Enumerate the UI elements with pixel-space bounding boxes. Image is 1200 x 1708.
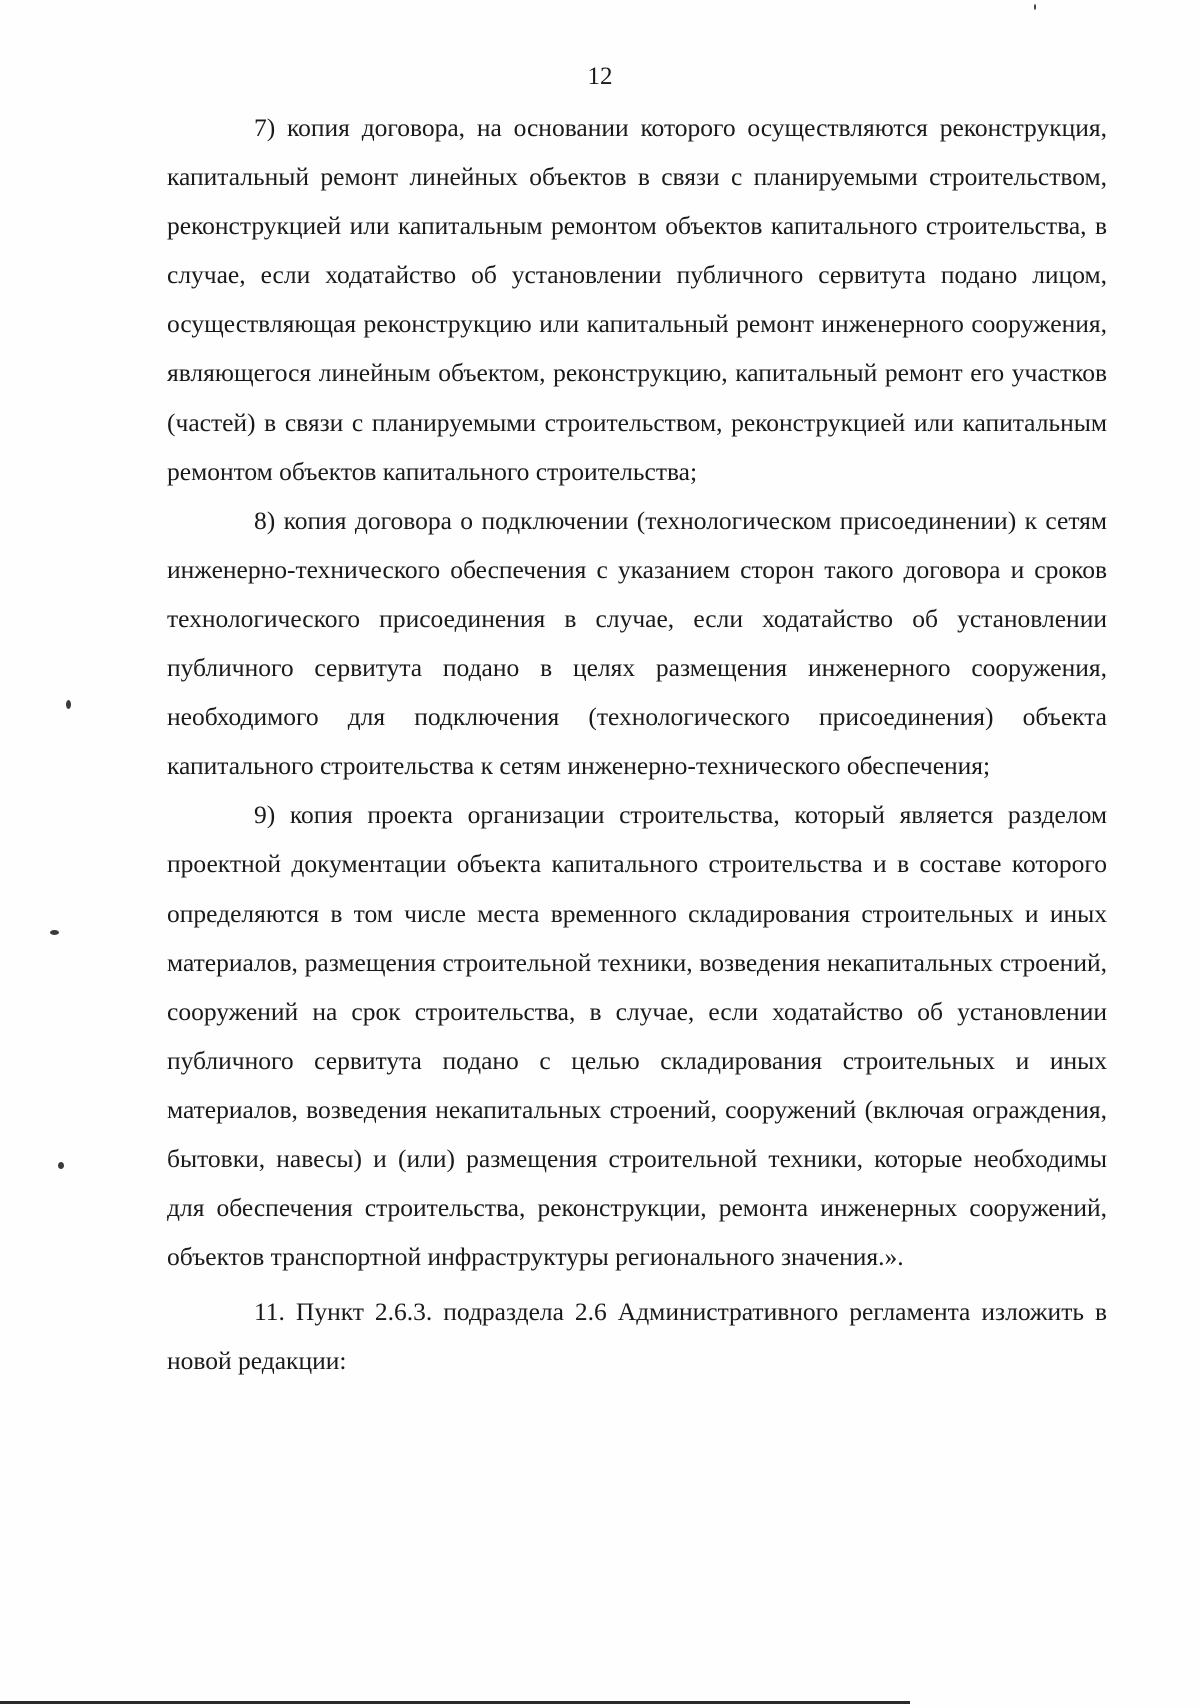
page-bottom-rule xyxy=(0,1701,910,1704)
paragraph-point-11: 11. Пункт 2.6.3. подраздела 2.6 Административного регламента изложить в новой редакции: xyxy=(167,1297,1107,1376)
scan-speck xyxy=(58,1162,64,1169)
page-number: 12 xyxy=(587,63,613,90)
document-body xyxy=(167,103,1107,1385)
scan-speck xyxy=(50,930,59,935)
scan-speck xyxy=(66,700,71,709)
paragraph-item-7: 7) копия договора, на основании которого осуществляются реконструкция, капитальный ремонт линейных объектов в связи с планируемыми строительством, реконструкцией или капитальным ремонтом объектов капитального строительства, в случае, если ходатайство об установлении публичного сервитута подано лицом, осуществляющая реконструкцию или капитальный ремонт инженерного сооружения, являющегося линейным объектом, реконструкцию, капитальный ремонт его участков (частей) в связи с планируемыми строительством, реконструкцией или капитальным ремонтом объектов капитального строительства; xyxy=(167,113,1107,486)
paragraph-item-8: 8) копия договора о подключении (технологическом присоединении) к сетям инженерно-технического обеспечения с указанием сторон такого договора и сроков технологического присоединения в случае, если ходатайство об установлении публичного сервитута подано в целях размещения инженерного сооружения, необходимого для подключения (технологического присоединения) объекта капитального строительства к сетям инженерно-технического обеспечения; xyxy=(167,505,1107,781)
scan-speck xyxy=(1034,4,1036,10)
paragraph-item-9: 9) копия проекта организации строительства, который является разделом проектной документации объекта капитального строительства и в составе которого определяются в том числе места временного складирования строительных и иных материалов, размещения строительной техники, возведения некапитальных строений, сооружений на срок строительства, в случае, если ходатайство об установлении публичного сервитута подано с целью складирования строительных и иных материалов, возведения некапитальных строений, сооружений (включая ограждения, бытовки, навесы) и (или) размещения строительной техники, которые необходимы для обеспечения строительства, реконструкции, ремонта инженерных сооружений, объектов транспортной инфраструктуры регионального значения.». xyxy=(167,800,1107,1272)
